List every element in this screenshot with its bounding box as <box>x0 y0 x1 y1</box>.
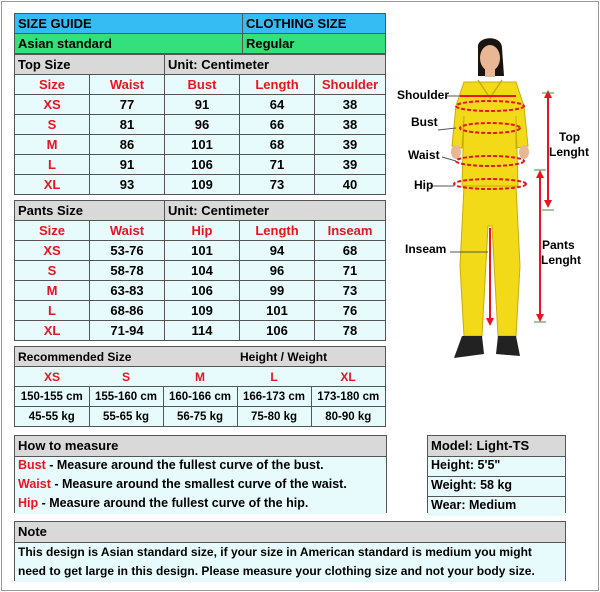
table-cell: 38 <box>315 115 386 135</box>
pants-col-hip: Hip <box>165 221 240 241</box>
pants-size-table <box>14 200 386 341</box>
model-wear: Wear: Medium <box>428 497 565 516</box>
top-col-waist: Waist <box>90 75 165 95</box>
table-row <box>15 301 386 321</box>
model-illustration <box>394 36 594 372</box>
rec-size-xl: XL <box>311 367 386 387</box>
table-cell: 76 <box>315 301 386 321</box>
model-weight: Weight: 58 kg <box>428 477 565 497</box>
weight-cell: 45-55 kg <box>15 407 90 427</box>
note-line-1: This design is Asian standard size, if your size in American standard is medium you might <box>18 545 532 559</box>
label-pants-length-2: Lenght <box>541 253 581 267</box>
measure-term-hip: Hip <box>18 496 39 510</box>
measure-bust-line <box>15 457 386 476</box>
table-row <box>15 241 386 261</box>
table-cell: 71 <box>240 155 315 175</box>
table-cell: 68-86 <box>90 301 165 321</box>
table-cell: 71-94 <box>90 321 165 341</box>
pants-col-size: Size <box>15 221 90 241</box>
model-height: Height: 5'5" <box>428 457 565 477</box>
top-col-bust: Bust <box>165 75 240 95</box>
height-cell: 166-173 cm <box>237 387 311 407</box>
size-cell: XS <box>15 241 90 261</box>
table-cell: 66 <box>240 115 315 135</box>
size-cell: M <box>15 281 90 301</box>
table-cell: 38 <box>315 95 386 115</box>
top-col-length: Length <box>240 75 315 95</box>
table-cell: 96 <box>240 261 315 281</box>
height-cell: 160-166 cm <box>163 387 237 407</box>
size-cell: L <box>15 301 90 321</box>
size-cell: XS <box>15 95 90 115</box>
table-cell: 63-83 <box>90 281 165 301</box>
table-row <box>15 115 386 135</box>
weight-cell: 56-75 kg <box>163 407 237 427</box>
size-guide-header <box>14 13 386 54</box>
recommended-subtitle: Height / Weight <box>237 347 386 367</box>
measure-term-waist: Waist <box>18 477 51 491</box>
table-cell: 101 <box>165 135 240 155</box>
table-cell: 106 <box>165 281 240 301</box>
table-cell: 94 <box>240 241 315 261</box>
clothing-size-title: CLOTHING SIZE <box>243 14 386 34</box>
note-title: Note <box>15 522 565 543</box>
model-info-box <box>427 435 566 513</box>
table-cell: 53-76 <box>90 241 165 261</box>
table-cell: 106 <box>165 155 240 175</box>
table-cell: 86 <box>90 135 165 155</box>
table-cell: 39 <box>315 155 386 175</box>
weight-cell: 75-80 kg <box>237 407 311 427</box>
table-cell: 99 <box>240 281 315 301</box>
rec-size-s: S <box>89 367 163 387</box>
how-to-measure-box <box>14 435 387 513</box>
height-cell: 155-160 cm <box>89 387 163 407</box>
model-figure <box>394 36 594 372</box>
table-row <box>15 95 386 115</box>
table-cell: 78 <box>315 321 386 341</box>
pants-size-title: Pants Size <box>15 201 165 221</box>
height-cell: 150-155 cm <box>15 387 90 407</box>
table-cell: 101 <box>240 301 315 321</box>
label-top-length-2: Lenght <box>549 145 589 159</box>
size-cell: L <box>15 155 90 175</box>
pants-col-inseam: Inseam <box>315 221 386 241</box>
weight-cell: 55-65 kg <box>89 407 163 427</box>
how-to-measure-title: How to measure <box>15 436 386 457</box>
recommended-title: Recommended Size <box>15 347 238 367</box>
measure-text-bust: - Measure around the fullest curve of the bust. <box>45 458 324 472</box>
rec-size-xs: XS <box>15 367 90 387</box>
table-cell: 64 <box>240 95 315 115</box>
size-cell: XL <box>15 175 90 195</box>
table-cell: 96 <box>165 115 240 135</box>
measure-hip-line <box>15 495 386 514</box>
standard-label: Asian standard <box>15 34 243 54</box>
table-row <box>15 387 386 407</box>
table-cell: 73 <box>240 175 315 195</box>
table-cell: 106 <box>240 321 315 341</box>
table-cell: 68 <box>315 241 386 261</box>
label-bust: Bust <box>411 115 438 129</box>
rec-size-m: M <box>163 367 237 387</box>
measure-text-waist: - Measure around the smallest curve of the waist. <box>50 477 347 491</box>
table-cell: 71 <box>315 261 386 281</box>
table-cell: 68 <box>240 135 315 155</box>
measure-term-bust: Bust <box>18 458 46 472</box>
top-size-unit: Unit: Centimeter <box>165 55 386 75</box>
size-cell: S <box>15 261 90 281</box>
pants-col-length: Length <box>240 221 315 241</box>
table-row <box>15 135 386 155</box>
pants-size-unit: Unit: Centimeter <box>165 201 386 221</box>
top-size-table <box>14 54 386 195</box>
measure-text-hip: - Measure around the fullest curve of the hip. <box>38 496 309 510</box>
table-row <box>15 407 386 427</box>
table-cell: 91 <box>90 155 165 175</box>
weight-cell: 80-90 kg <box>311 407 386 427</box>
label-shoulder: Shoulder <box>397 88 450 102</box>
table-row <box>15 261 386 281</box>
size-guide-title: SIZE GUIDE <box>15 14 243 34</box>
table-cell: 73 <box>315 281 386 301</box>
label-waist: Waist <box>408 148 440 162</box>
top-col-size: Size <box>15 75 90 95</box>
table-cell: 91 <box>165 95 240 115</box>
table-row <box>15 155 386 175</box>
size-cell: M <box>15 135 90 155</box>
fit-label: Regular <box>243 34 386 54</box>
size-cell: XL <box>15 321 90 341</box>
table-cell: 81 <box>90 115 165 135</box>
model-name: Model: Light-TS <box>428 436 565 457</box>
pants-col-waist: Waist <box>90 221 165 241</box>
table-cell: 114 <box>165 321 240 341</box>
table-cell: 104 <box>165 261 240 281</box>
note-box <box>14 521 566 581</box>
table-row <box>15 321 386 341</box>
label-pants-length-1: Pants <box>542 238 575 252</box>
label-hip: Hip <box>414 178 434 192</box>
rec-size-l: L <box>237 367 311 387</box>
table-cell: 39 <box>315 135 386 155</box>
label-top-length-1: Top <box>559 130 581 144</box>
note-line-2: need to get large in this design. Please measure your clothing size and not your body size. <box>18 564 535 578</box>
recommended-size-table <box>14 346 386 427</box>
top-col-shoulder: Shoulder <box>315 75 386 95</box>
table-cell: 58-78 <box>90 261 165 281</box>
top-size-title: Top Size <box>15 55 165 75</box>
table-cell: 40 <box>315 175 386 195</box>
size-cell: S <box>15 115 90 135</box>
table-cell: 77 <box>90 95 165 115</box>
table-cell: 93 <box>90 175 165 195</box>
measure-waist-line <box>15 476 386 495</box>
table-cell: 109 <box>165 301 240 321</box>
table-cell: 109 <box>165 175 240 195</box>
table-row <box>15 281 386 301</box>
height-cell: 173-180 cm <box>311 387 386 407</box>
table-row <box>15 175 386 195</box>
label-inseam: Inseam <box>405 242 447 256</box>
table-cell: 101 <box>165 241 240 261</box>
